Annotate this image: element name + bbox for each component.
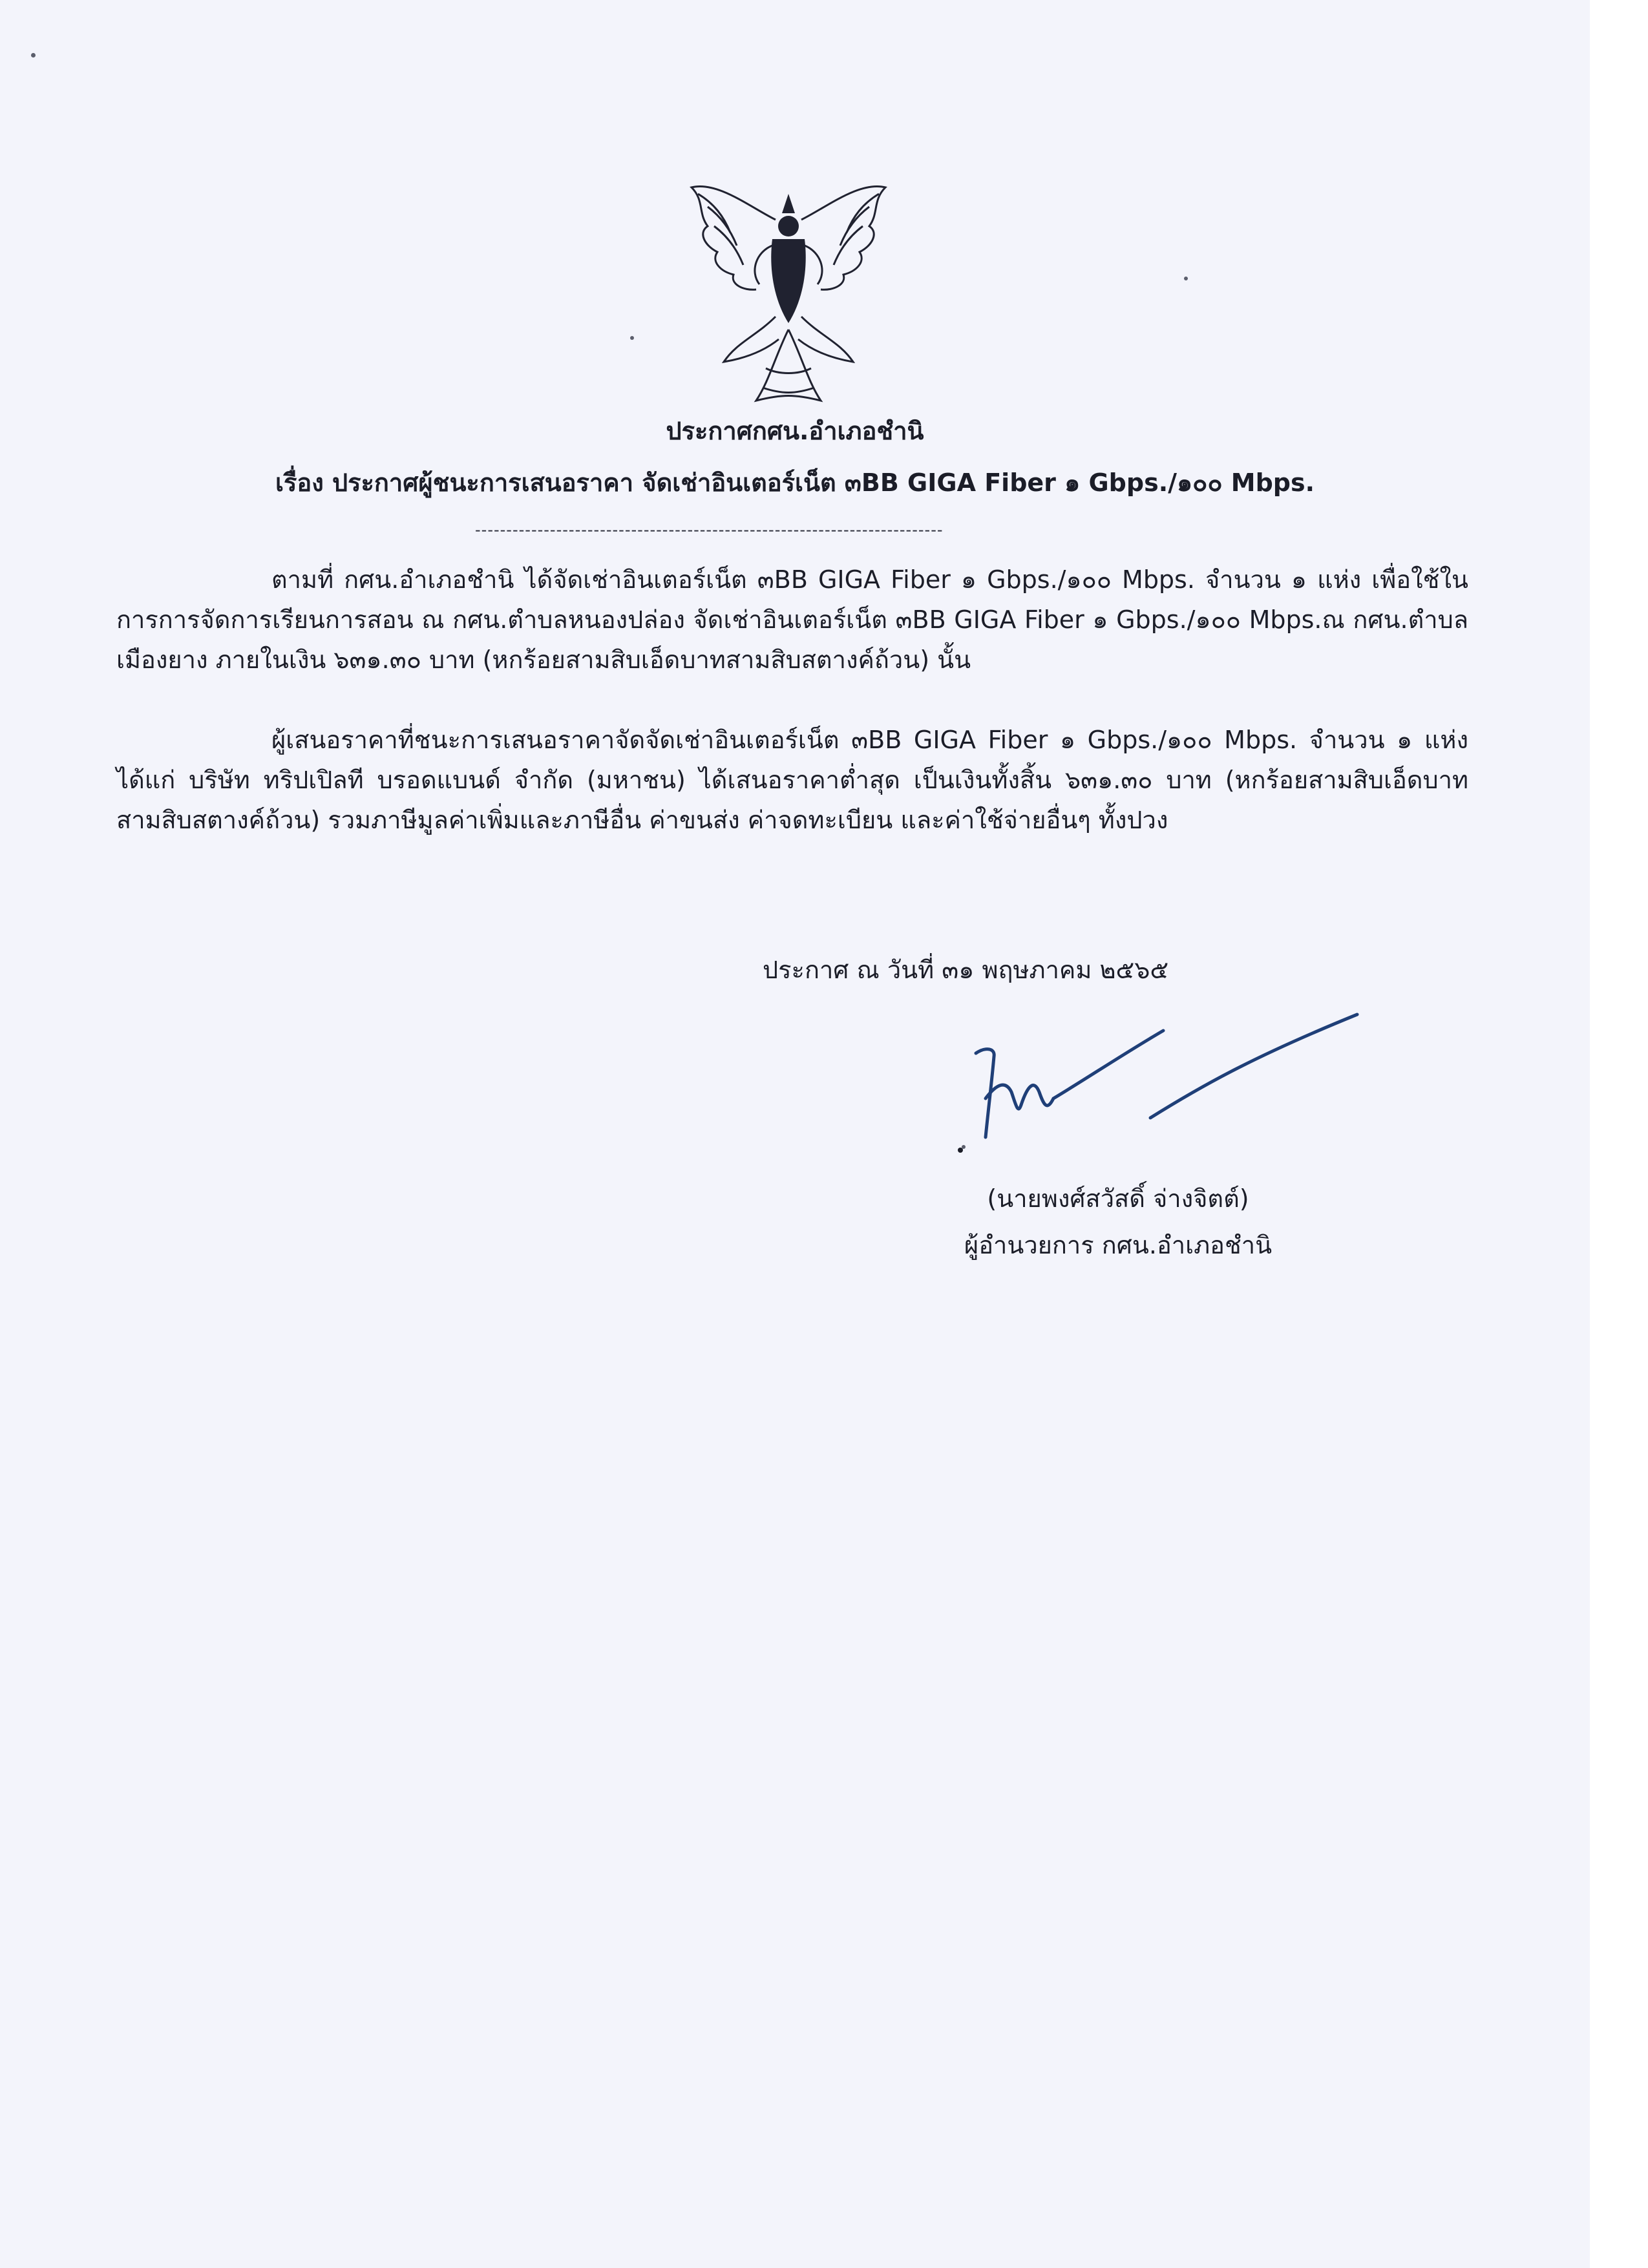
body-paragraph-2: ผู้เสนอราคาที่ชนะการเสนอราคาจัดจัดเช่าอินเตอร์เน็ต ๓BB GIGA Fiber ๑ Gbps./๑๐๐ Mbps. จำนวน ๑ แห่ง ได้แก่ บริษัท ทริปเปิลที บรอดแบนด์ จำกัด (มหาชน) ได้เสนอราคาต่ำสุด เป็นเงินทั้งสิ้น ๖๓๑.๓๐ บาท (หกร้อยสามสิบเอ็ดบาทสามสิบสตางค์ถ้วน) รวมภาษีมูลค่าเพิ่มและภาษีอื่น ค่าขนส่ง ค่าจดทะเบียน และค่าใช้จ่ายอื่นๆ ทั้งปวง: [116, 726, 1468, 834]
scan-margin: [1590, 0, 1648, 2268]
announcement-date: ประกาศ ณ วันที่ ๓๑ พฤษภาคม ๒๕๖๕: [763, 956, 1169, 984]
document-title: ประกาศกศน.อำเภอชำนิ: [666, 417, 924, 445]
scan-speck: [31, 53, 36, 58]
scan-speck: [630, 336, 634, 340]
body-paragraph-1: ตามที่ กศน.อำเภอชำนิ ได้จัดเช่าอินเตอร์เน็ต ๓BB GIGA Fiber ๑ Gbps./๑๐๐ Mbps. จำนวน ๑ แห่ง เพื่อใช้ในการการจัดการเรียนการสอน ณ กศน.ตำบลหนองปล่อง จัดเช่าอินเตอร์เน็ต ๓BB GIGA Fiber ๑ Gbps./๑๐๐ Mbps.ณ กศน.ตำบลเมืองยาง ภายในเงิน ๖๓๑.๓๐ บาท (หกร้อยสามสิบเอ็ดบาทสามสิบสตางค์ถ้วน) นั้น: [116, 565, 1468, 674]
garuda-emblem-icon: [679, 174, 898, 414]
document-subject: เรื่อง ประกาศผู้ชนะการเสนอราคา จัดเช่าอินเตอร์เน็ต ๓BB GIGA Fiber ๑ Gbps./๑๐๐ Mbps.: [275, 468, 1315, 497]
signatory-name: (นายพงศ์สวัสดิ์ จ่างจิตต์): [987, 1184, 1249, 1213]
scan-speck: [1184, 277, 1188, 280]
scan-speck: [962, 1145, 966, 1149]
divider-line: ---------------------------------------------------------------------------: [475, 521, 944, 539]
handwritten-signature: [956, 1008, 1370, 1163]
signatory-position: ผู้อำนวยการ กศน.อำเภอชำนิ: [964, 1231, 1273, 1259]
